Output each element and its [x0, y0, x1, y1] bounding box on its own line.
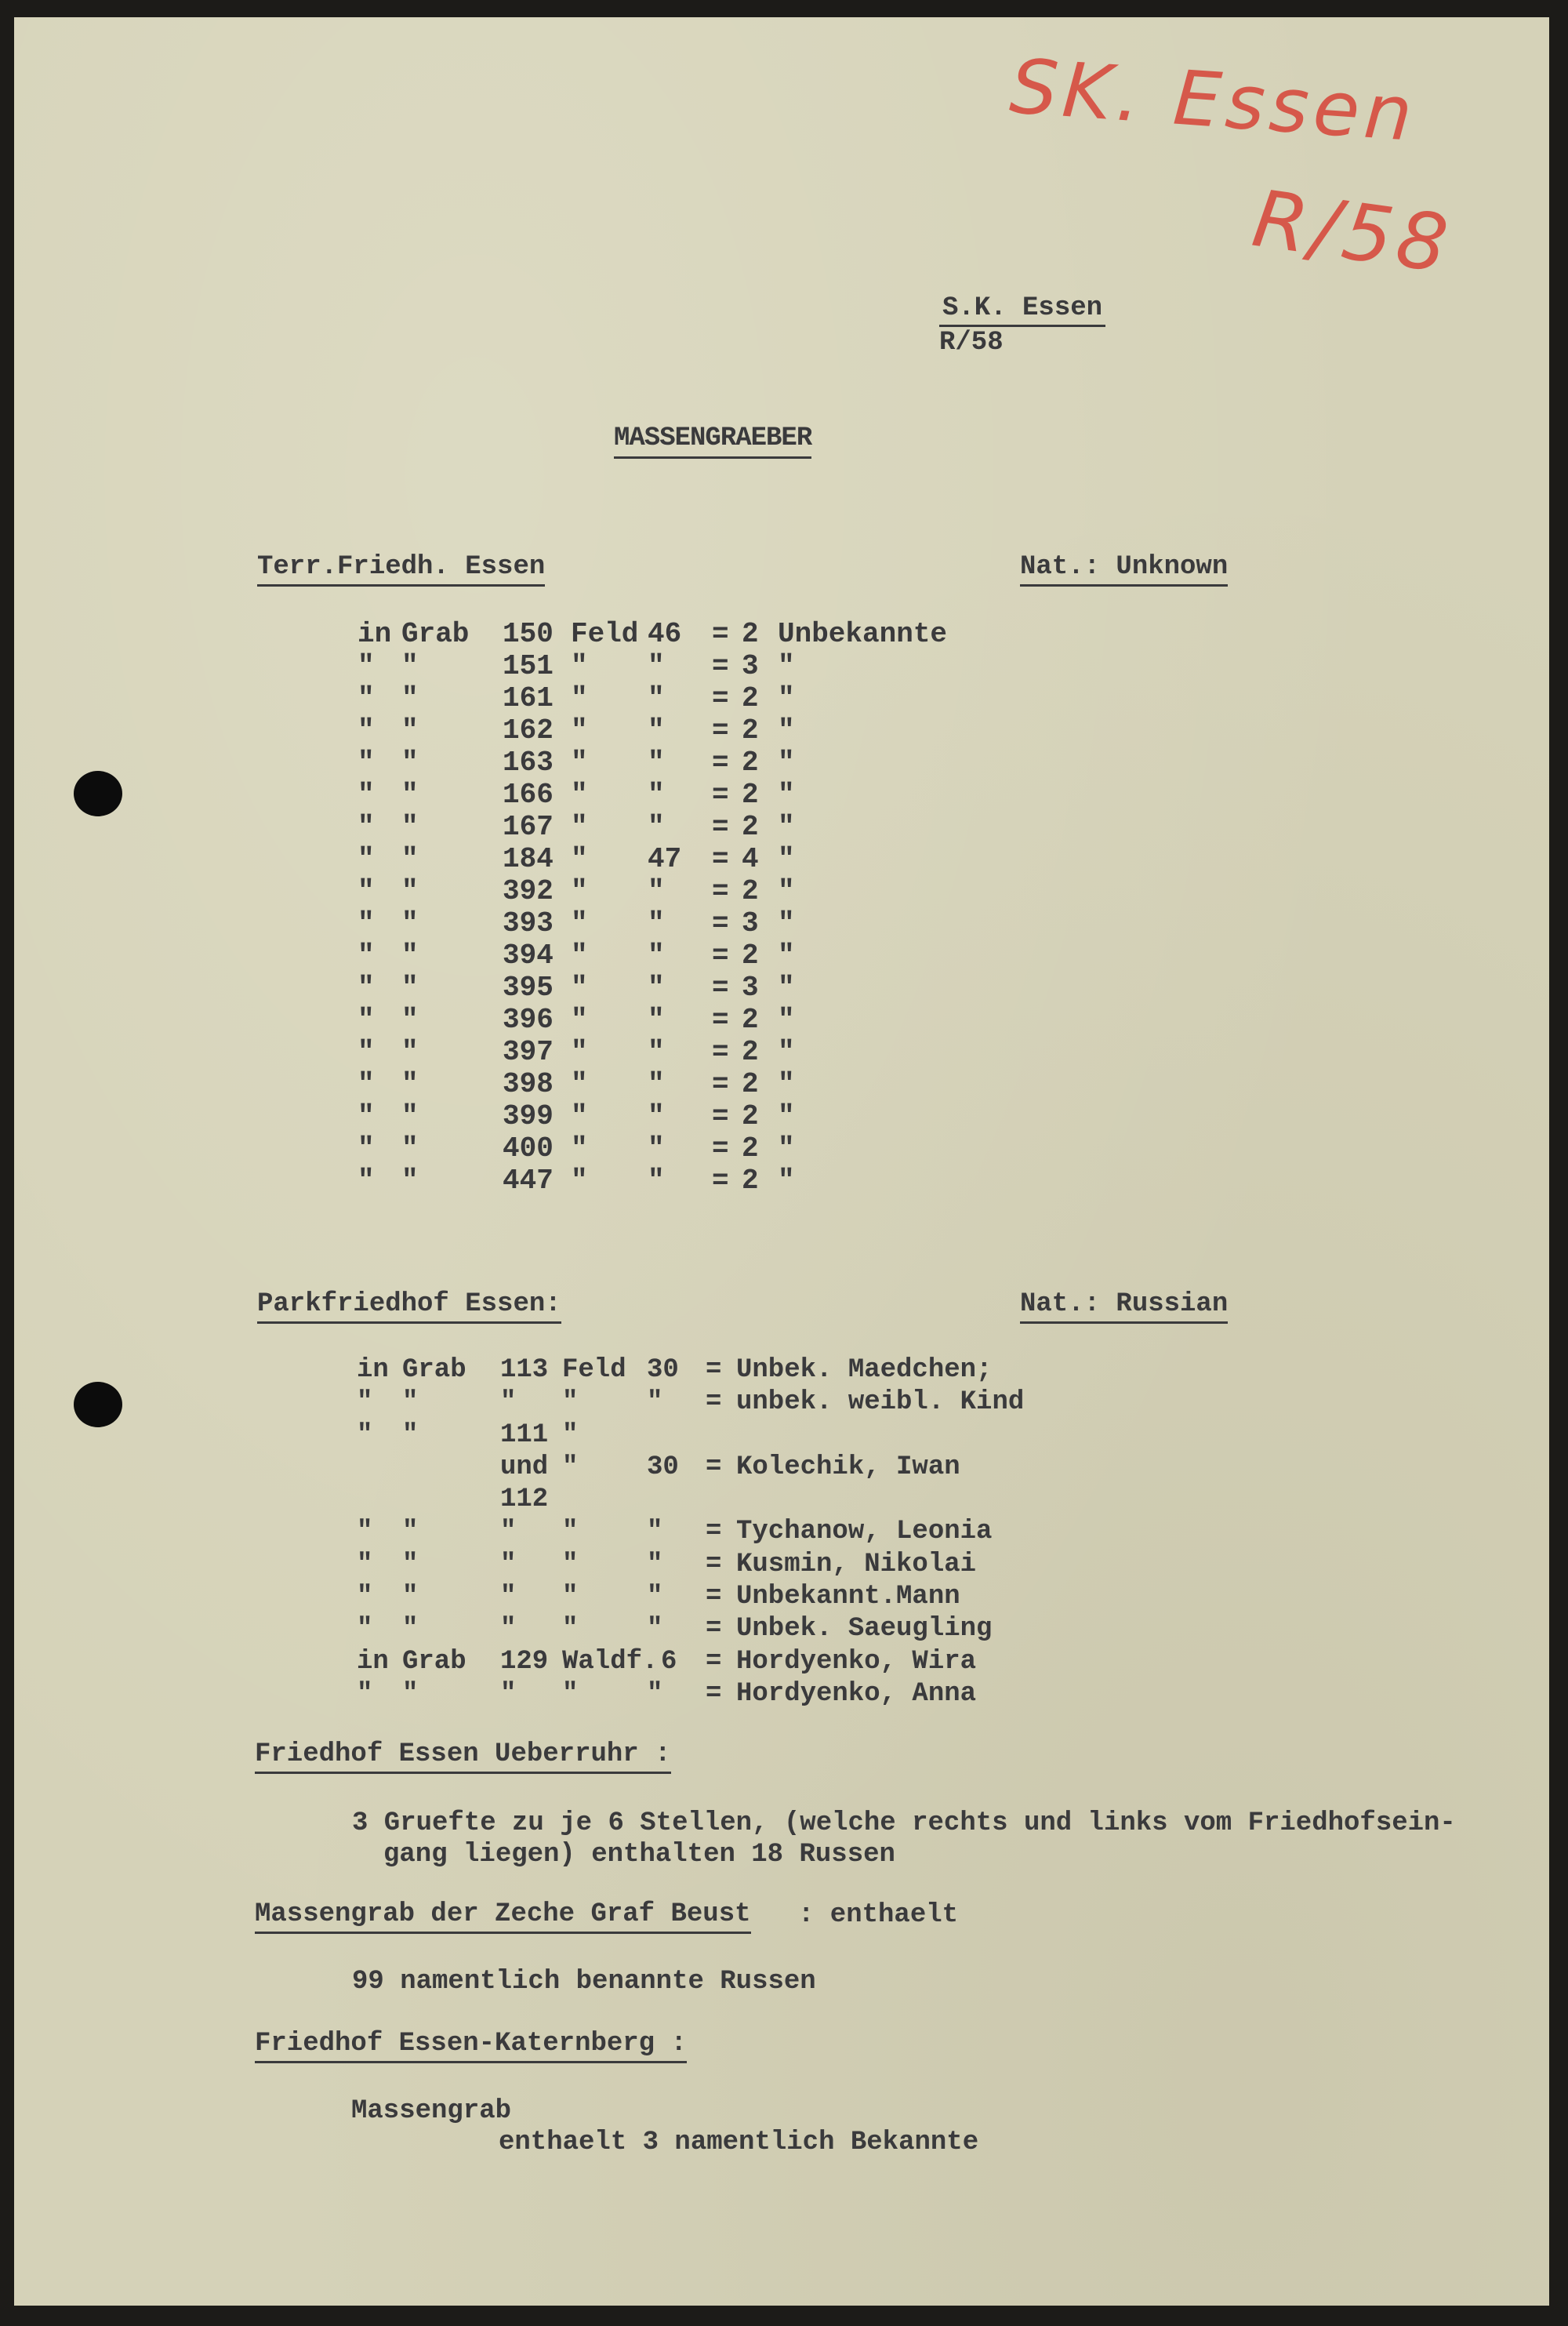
- section3-line-1: 3 Gruefte zu je 6 Stellen, (welche rechts und links vom Friedhofsein-: [352, 1808, 1456, 1838]
- cell-b: Grab: [402, 1646, 466, 1677]
- cell-a: ": [358, 714, 375, 747]
- cell-c: ": [571, 843, 588, 875]
- cell-e: ": [778, 779, 795, 811]
- cell-c: ": [571, 1132, 588, 1165]
- cell-c: ": [571, 714, 588, 747]
- cell-eq: =: [712, 1100, 729, 1132]
- cell-b: ": [401, 843, 419, 875]
- cell-a: ": [357, 1387, 373, 1418]
- cell-e: ": [647, 1582, 663, 1612]
- cell-d: ": [648, 779, 665, 811]
- cell-f: Unbekannt.Mann: [736, 1582, 960, 1612]
- cell-a: ": [358, 843, 375, 875]
- cell-a: ": [358, 972, 375, 1004]
- cell-grave: 397: [503, 1036, 554, 1068]
- section1-heading: Terr.Friedh. Essen: [257, 552, 545, 587]
- cell-e: ": [778, 747, 795, 779]
- cell-e: ": [778, 1068, 795, 1100]
- cell-grave: 394: [503, 939, 554, 972]
- cell-eq: =: [712, 779, 729, 811]
- cell-eq: =: [712, 650, 729, 682]
- cell-e: ": [778, 811, 795, 843]
- cell-c: ": [571, 747, 588, 779]
- cell-d: ": [562, 1678, 579, 1709]
- cell-count: 2: [742, 714, 759, 747]
- cell-b: ": [402, 1387, 419, 1418]
- cell-d: ": [648, 939, 665, 972]
- cell-f: Unbek. Saeugling: [736, 1614, 993, 1645]
- cell-eq: =: [706, 1582, 722, 1612]
- cell-e: ": [778, 1132, 795, 1165]
- cell-a: in: [358, 618, 392, 650]
- cell-eq: =: [712, 875, 729, 907]
- cell-b: ": [401, 1004, 419, 1036]
- cell-grave: 395: [503, 972, 554, 1004]
- punch-hole-top: [74, 771, 122, 816]
- cell-a: ": [358, 907, 375, 939]
- cell-d: 47: [648, 843, 682, 875]
- cell-count: 2: [742, 875, 759, 907]
- cell-d: ": [648, 650, 665, 682]
- cell-b: ": [401, 939, 419, 972]
- cell-grave: 167: [503, 811, 554, 843]
- section5-heading: Friedhof Essen-Katernberg :: [255, 2029, 687, 2063]
- handwritten-annotation-2: R/58: [1247, 172, 1458, 292]
- cell-grave: 399: [503, 1100, 554, 1132]
- cell-d: ": [648, 1165, 665, 1197]
- cell-grave: 150: [503, 618, 554, 650]
- cell-d: ": [648, 1100, 665, 1132]
- cell-d: ": [648, 682, 665, 714]
- cell-e: ": [778, 1100, 795, 1132]
- cell-e: ": [778, 939, 795, 972]
- cell-e: ": [647, 1678, 663, 1709]
- cell-b: ": [401, 779, 419, 811]
- cell-eq: =: [706, 1452, 722, 1482]
- cell-e: ": [778, 875, 795, 907]
- cell-c: ": [571, 907, 588, 939]
- cell-f: Hordyenko, Anna: [736, 1678, 977, 1709]
- cell-b: ": [401, 1132, 419, 1165]
- section5-line-1: Massengrab: [351, 2096, 512, 2126]
- cell-f: Kolechik, Iwan: [736, 1452, 960, 1482]
- cell-c: 129: [500, 1646, 549, 1677]
- cell-a: ": [357, 1517, 373, 1547]
- cell-count: 2: [742, 811, 759, 843]
- cell-b: ": [401, 1165, 419, 1197]
- cell-a: ": [358, 1165, 375, 1197]
- cell-b: Grab: [402, 1355, 466, 1385]
- cell-c: 112: [500, 1485, 549, 1515]
- cell-a: in: [357, 1355, 389, 1385]
- cell-eq: =: [712, 1036, 729, 1068]
- cell-d: ": [562, 1614, 579, 1645]
- cell-count: 2: [742, 1068, 759, 1100]
- cell-b: ": [402, 1517, 419, 1547]
- cell-c: ": [571, 1068, 588, 1100]
- cell-d: ": [648, 1004, 665, 1036]
- cell-a: ": [357, 1549, 373, 1579]
- cell-e: ": [647, 1549, 663, 1579]
- cell-a: ": [358, 939, 375, 972]
- cell-b: ": [401, 650, 419, 682]
- cell-b: ": [401, 1100, 419, 1132]
- cell-c: 111: [500, 1419, 549, 1450]
- cell-eq: =: [706, 1614, 722, 1645]
- cell-c: ": [571, 650, 588, 682]
- cell-eq: =: [712, 1068, 729, 1100]
- cell-b: ": [401, 811, 419, 843]
- cell-c: ": [500, 1614, 517, 1645]
- cell-b: ": [401, 747, 419, 779]
- cell-a: ": [357, 1678, 373, 1709]
- cell-count: 2: [742, 1132, 759, 1165]
- cell-c: ": [571, 1004, 588, 1036]
- cell-c: ": [571, 779, 588, 811]
- cell-eq: =: [712, 939, 729, 972]
- section3-line-2: gang liegen) enthalten 18 Russen: [383, 1840, 895, 1870]
- cell-f: unbek. weibl. Kind: [736, 1387, 1025, 1418]
- cell-a: in: [357, 1646, 389, 1677]
- cell-b: ": [402, 1678, 419, 1709]
- cell-count: 2: [742, 779, 759, 811]
- cell-b: ": [402, 1582, 419, 1612]
- punch-hole-bottom: [74, 1382, 122, 1427]
- cell-e: ": [647, 1387, 663, 1418]
- cell-a: ": [358, 875, 375, 907]
- section4-heading: Massengrab der Zeche Graf Beust: [255, 1899, 751, 1934]
- cell-d: ": [562, 1549, 579, 1579]
- page-title: MASSENGRAEBER: [614, 423, 811, 459]
- cell-e: 30: [647, 1452, 679, 1482]
- cell-c: ": [571, 875, 588, 907]
- cell-b: ": [401, 875, 419, 907]
- cell-grave: 163: [503, 747, 554, 779]
- cell-c: ": [500, 1549, 517, 1579]
- cell-count: 2: [742, 1036, 759, 1068]
- section2-nationality: Nat.: Russian: [1020, 1289, 1228, 1324]
- cell-a: ": [358, 1036, 375, 1068]
- cell-c: und: [500, 1452, 549, 1482]
- cell-d: ": [648, 875, 665, 907]
- cell-b: ": [401, 1068, 419, 1100]
- cell-e: ": [778, 650, 795, 682]
- cell-d: ": [648, 907, 665, 939]
- cell-e: ": [647, 1517, 663, 1547]
- cell-c: ": [571, 972, 588, 1004]
- cell-c: ": [500, 1582, 517, 1612]
- cell-b: ": [401, 972, 419, 1004]
- cell-grave: 447: [503, 1165, 554, 1197]
- section2-heading: Parkfriedhof Essen:: [257, 1289, 561, 1324]
- cell-a: ": [358, 779, 375, 811]
- cell-d: ": [562, 1582, 579, 1612]
- cell-d: ": [648, 747, 665, 779]
- cell-grave: 162: [503, 714, 554, 747]
- cell-eq: =: [712, 843, 729, 875]
- cell-eq: =: [712, 714, 729, 747]
- cell-count: 2: [742, 682, 759, 714]
- cell-grave: 166: [503, 779, 554, 811]
- cell-eq: =: [706, 1387, 722, 1418]
- cell-d: ": [648, 811, 665, 843]
- cell-a: ": [357, 1614, 373, 1645]
- cell-eq: =: [706, 1678, 722, 1709]
- cell-c: ": [571, 1165, 588, 1197]
- cell-grave: 400: [503, 1132, 554, 1165]
- cell-count: 2: [742, 939, 759, 972]
- cell-grave: 161: [503, 682, 554, 714]
- cell-a: ": [358, 1068, 375, 1100]
- cell-f: Tychanow, Leonia: [736, 1517, 993, 1547]
- cell-f: Unbek. Maedchen;: [736, 1355, 993, 1385]
- cell-d: ": [648, 1132, 665, 1165]
- cell-e: ": [778, 714, 795, 747]
- cell-d: ": [648, 714, 665, 747]
- cell-e: ": [778, 682, 795, 714]
- cell-count: 2: [742, 1100, 759, 1132]
- cell-count: 3: [742, 972, 759, 1004]
- cell-count: 2: [742, 747, 759, 779]
- cell-e: 6: [661, 1646, 677, 1677]
- cell-e: ": [778, 1165, 795, 1197]
- section4-line-1: 99 namentlich benannte Russen: [352, 1967, 816, 1997]
- cell-a: ": [357, 1419, 373, 1450]
- cell-a: ": [358, 811, 375, 843]
- cell-a: ": [357, 1582, 373, 1612]
- cell-d: ": [562, 1517, 579, 1547]
- cell-count: 4: [742, 843, 759, 875]
- cell-eq: =: [712, 747, 729, 779]
- cell-count: 3: [742, 650, 759, 682]
- cell-count: 3: [742, 907, 759, 939]
- section1-nationality: Nat.: Unknown: [1020, 552, 1228, 587]
- cell-b: ": [401, 682, 419, 714]
- cell-a: ": [358, 747, 375, 779]
- cell-c: ": [571, 1036, 588, 1068]
- cell-eq: =: [706, 1517, 722, 1547]
- cell-eq: =: [712, 811, 729, 843]
- reference-line-1: S.K. Essen: [939, 293, 1105, 327]
- cell-d: Feld: [562, 1355, 626, 1385]
- cell-d: 46: [648, 618, 682, 650]
- cell-b: ": [401, 907, 419, 939]
- cell-e: ": [778, 907, 795, 939]
- cell-c: ": [500, 1678, 517, 1709]
- cell-count: 2: [742, 1004, 759, 1036]
- cell-count: 2: [742, 618, 759, 650]
- section5-line-2: enthaelt 3 namentlich Bekannte: [499, 2128, 979, 2157]
- cell-grave: 392: [503, 875, 554, 907]
- cell-d: ": [562, 1419, 579, 1450]
- document-page: [14, 17, 1549, 2306]
- cell-b: ": [402, 1614, 419, 1645]
- cell-b: ": [401, 1036, 419, 1068]
- cell-d: ": [648, 972, 665, 1004]
- cell-a: ": [358, 1132, 375, 1165]
- cell-c: ": [571, 939, 588, 972]
- cell-a: ": [358, 1004, 375, 1036]
- cell-e: ": [778, 1004, 795, 1036]
- cell-e: ": [647, 1614, 663, 1645]
- cell-a: ": [358, 682, 375, 714]
- cell-grave: 151: [503, 650, 554, 682]
- cell-c: ": [571, 811, 588, 843]
- cell-d: ": [562, 1387, 579, 1418]
- section3-heading: Friedhof Essen Ueberruhr :: [255, 1739, 671, 1774]
- cell-c: ": [571, 682, 588, 714]
- cell-d: ": [648, 1036, 665, 1068]
- cell-c: ": [500, 1387, 517, 1418]
- cell-count: 2: [742, 1165, 759, 1197]
- cell-e: ": [778, 972, 795, 1004]
- cell-eq: =: [706, 1646, 722, 1677]
- cell-d: Waldf.: [562, 1646, 659, 1677]
- cell-c: 113: [500, 1355, 549, 1385]
- cell-a: ": [358, 1100, 375, 1132]
- cell-eq: =: [712, 1004, 729, 1036]
- cell-f: Hordyenko, Wira: [736, 1646, 977, 1677]
- cell-c: ": [571, 1100, 588, 1132]
- handwritten-annotation-1: SK. Essen: [1007, 42, 1420, 158]
- cell-d: ": [648, 1068, 665, 1100]
- cell-e: ": [778, 843, 795, 875]
- cell-b: Grab: [401, 618, 470, 650]
- cell-grave: 393: [503, 907, 554, 939]
- cell-e: ": [778, 1036, 795, 1068]
- cell-e: Unbekannte: [778, 618, 948, 650]
- cell-eq: =: [712, 1165, 729, 1197]
- cell-b: ": [402, 1419, 419, 1450]
- cell-eq: =: [706, 1355, 722, 1385]
- cell-b: ": [401, 714, 419, 747]
- cell-eq: =: [712, 907, 729, 939]
- cell-eq: =: [712, 1132, 729, 1165]
- cell-grave: 396: [503, 1004, 554, 1036]
- cell-eq: =: [706, 1549, 722, 1579]
- cell-eq: =: [712, 972, 729, 1004]
- reference-line-2: R/58: [939, 328, 1004, 358]
- cell-b: ": [402, 1549, 419, 1579]
- cell-d: ": [562, 1452, 579, 1482]
- section4-heading-suffix: : enthaelt: [798, 1900, 959, 1930]
- cell-c: Feld: [571, 618, 639, 650]
- cell-eq: =: [712, 618, 729, 650]
- cell-f: Kusmin, Nikolai: [736, 1549, 977, 1579]
- cell-grave: 184: [503, 843, 554, 875]
- cell-e: 30: [647, 1355, 679, 1385]
- cell-c: ": [500, 1517, 517, 1547]
- cell-eq: =: [712, 682, 729, 714]
- cell-a: ": [358, 650, 375, 682]
- cell-grave: 398: [503, 1068, 554, 1100]
